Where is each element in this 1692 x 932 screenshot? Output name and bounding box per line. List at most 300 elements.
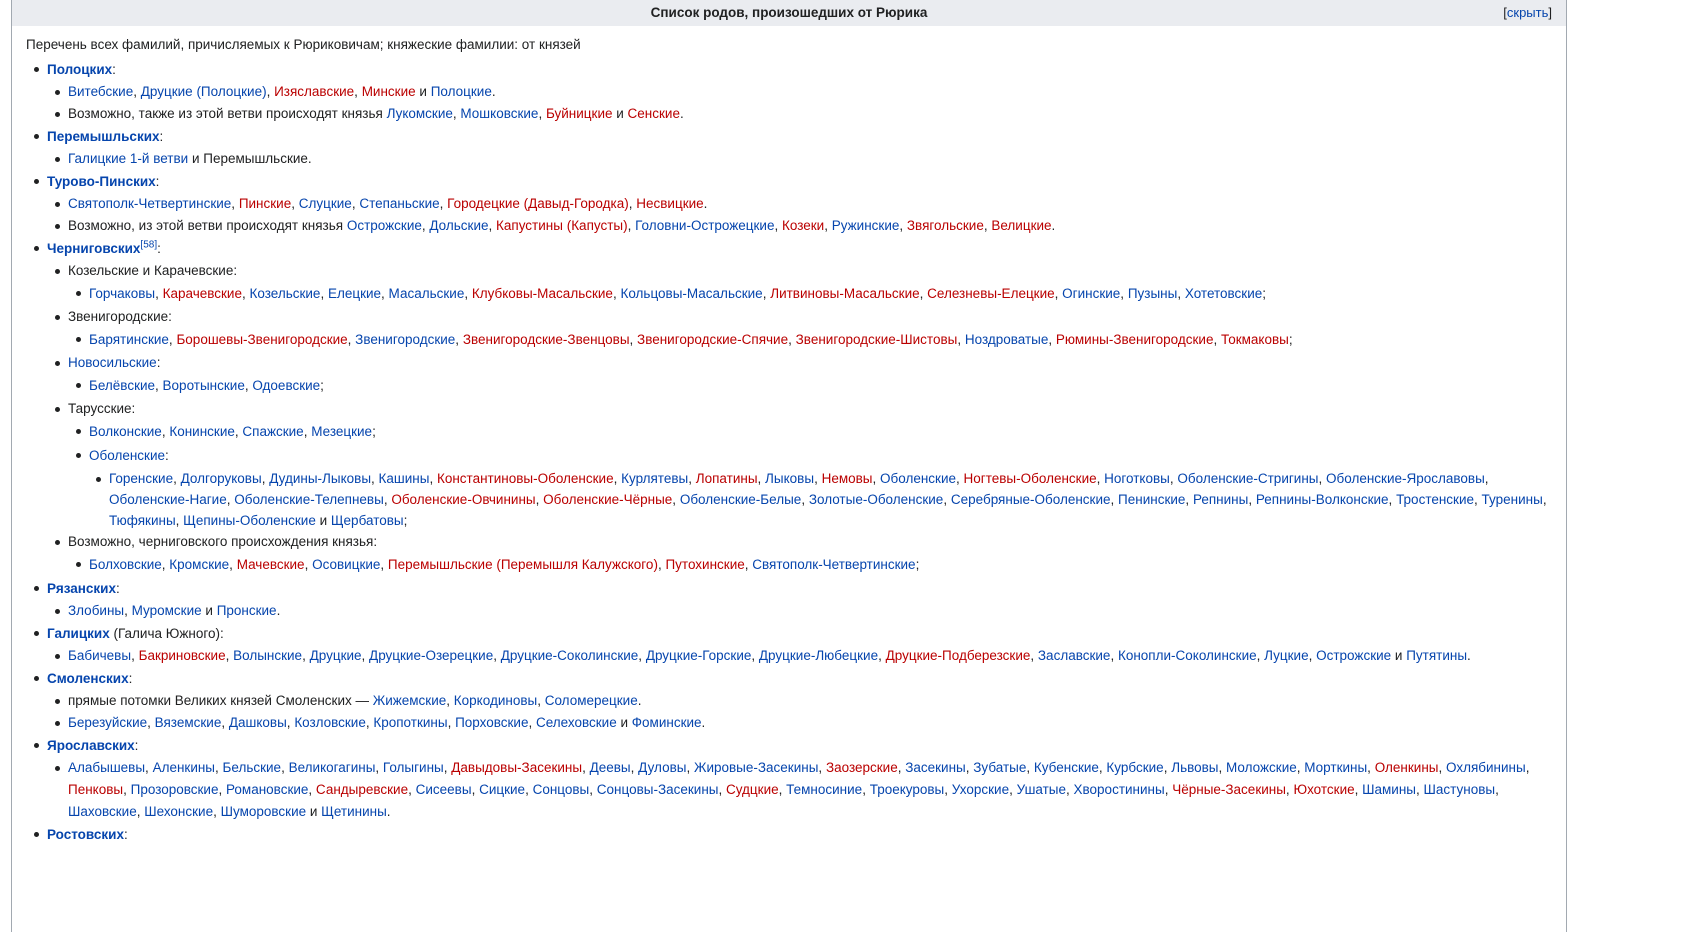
list-text: , [613, 471, 622, 486]
list-text: , [131, 648, 139, 663]
family-link[interactable]: Дашковы [228, 715, 287, 730]
list-text: , [1388, 492, 1397, 507]
family-link[interactable]: Жировые-Засекины [693, 760, 819, 775]
list-text: , [155, 378, 163, 393]
family-link[interactable]: Мошковские [460, 106, 539, 121]
family-link[interactable]: Хотетовские [1184, 286, 1263, 301]
family-link[interactable]: Туренины [1481, 492, 1543, 507]
red-link[interactable]: Звенигородские-Спячие [637, 332, 789, 347]
list-text: , [638, 648, 646, 663]
list-text: , [751, 648, 759, 663]
sublist [47, 690, 1566, 734]
list-text: , [778, 782, 787, 797]
family-link[interactable]: Прозоровские [130, 782, 219, 797]
branch-tail: : [134, 738, 139, 753]
list-text: , [589, 782, 597, 797]
red-link[interactable]: Перемышльские (Перемышля Калужского) [387, 557, 658, 572]
list-text: , [421, 218, 430, 233]
list-text: и [315, 513, 331, 528]
red-link[interactable]: Клубковы-Масальские [471, 286, 613, 301]
list-text: , [286, 715, 295, 730]
red-link[interactable]: Друцкие-Подберезские [885, 648, 1031, 663]
navbox-header [12, 0, 1566, 26]
family-link[interactable]: Друцкие-Любецкие [758, 648, 879, 663]
family-link[interactable]: Оболенские [89, 448, 165, 463]
branch-item [47, 667, 1566, 734]
family-link[interactable]: Друцкие-Горские [645, 648, 752, 663]
red-link[interactable]: Судцкие [726, 782, 779, 797]
list-text: , [291, 196, 299, 211]
list-text: , [308, 782, 316, 797]
list-text: , [266, 84, 275, 99]
family-link[interactable]: Путятины [1406, 648, 1468, 663]
family-link[interactable]: Ушатые [1016, 782, 1066, 797]
family-link[interactable]: Кубенские [1033, 760, 1099, 775]
family-link[interactable]: Сонцовы-Засекины [596, 782, 719, 797]
family-link[interactable]: Конопли-Соколинские [1117, 648, 1257, 663]
list-text: , [354, 84, 362, 99]
red-link[interactable]: Юхотские [1293, 782, 1355, 797]
family-link[interactable]: Березуйские [68, 715, 148, 730]
family-link[interactable]: Щетинины [321, 804, 387, 819]
family-link[interactable]: Болховские [89, 557, 162, 572]
branch-link[interactable]: Галицких [47, 626, 110, 641]
red-link[interactable]: Капустины (Капусты) [496, 218, 628, 233]
list-text: , [538, 106, 546, 121]
list-text: , [1318, 471, 1326, 486]
list-text: , [944, 782, 952, 797]
family-link[interactable]: Злобины [68, 603, 125, 618]
branch-link[interactable]: Ярославских [47, 738, 135, 753]
branch-link[interactable]: Полоцких [47, 62, 113, 77]
sublist [47, 148, 1566, 170]
family-link[interactable]: Козловские [294, 715, 366, 730]
family-link[interactable]: Друцкие [309, 648, 362, 663]
family-link[interactable]: Жижемские [372, 693, 447, 708]
family-link[interactable]: Кольцовы-Масальские [620, 286, 763, 301]
list-text: , [688, 471, 696, 486]
family-link[interactable]: Коркодиновы [453, 693, 538, 708]
sublist [68, 282, 1566, 306]
family-link[interactable]: Бельские [222, 760, 282, 775]
family-link[interactable]: Троекуровы [869, 782, 945, 797]
branch-link[interactable]: Перемышльских [47, 129, 160, 144]
list-item [68, 690, 1566, 712]
branch-link[interactable]: Черниговских [47, 241, 141, 256]
family-link[interactable]: Голыгины [382, 760, 444, 775]
family-link[interactable]: Ноготковы [1104, 471, 1170, 486]
family-link[interactable]: Святополк-Четвертинские [68, 196, 232, 211]
list-text: , [919, 286, 928, 301]
list-item [68, 600, 1566, 622]
branch-link[interactable]: Ростовских [47, 827, 124, 842]
family-link[interactable]: Романовские [226, 782, 309, 797]
red-link[interactable]: Токмаковы [1221, 332, 1289, 347]
list-text: ; [320, 378, 324, 393]
list-text: , [788, 332, 796, 347]
red-link[interactable]: Давыдовы-Засекины [451, 760, 583, 775]
family-link[interactable]: Сисеевы [415, 782, 472, 797]
navbox-title: Список родов, произошедших от Рюрика [650, 5, 928, 20]
list-text: , [774, 218, 782, 233]
family-link[interactable]: Засекины [905, 760, 966, 775]
red-link[interactable]: Звенигородские-Звенцовы [462, 332, 630, 347]
red-link[interactable]: Несвицкие [636, 196, 704, 211]
list-text: , [1163, 760, 1172, 775]
list-text: , [261, 471, 270, 486]
list-text: , [1110, 648, 1118, 663]
sublist [68, 328, 1566, 352]
list-text: , [446, 693, 454, 708]
list-text: , [464, 286, 472, 301]
family-link[interactable]: Курбские [1106, 760, 1164, 775]
family-link[interactable]: Елецкие [327, 286, 382, 301]
list-text: , [1110, 492, 1119, 507]
list-text: ; [372, 424, 376, 439]
family-link[interactable]: Охлябинины [1446, 760, 1526, 775]
list-text: , [1066, 782, 1074, 797]
red-link[interactable]: Лопатины [695, 471, 758, 486]
list-text: : [156, 355, 161, 370]
list-item [68, 306, 1566, 352]
list-text: и Перемышльские. [188, 151, 312, 166]
navbox [11, 0, 1567, 932]
family-link[interactable]: Лукомские [386, 106, 453, 121]
family-link[interactable]: Ухорские [951, 782, 1010, 797]
family-link[interactable]: Витебские [68, 84, 134, 99]
family-link[interactable]: Новосильские [68, 355, 157, 370]
list-text: Возможно, из этой ветви происходят князья [68, 218, 347, 233]
red-link[interactable]: Селезневы-Елецкие [927, 286, 1055, 301]
family-link[interactable]: Острожские [346, 218, 422, 233]
list-text: , [757, 471, 766, 486]
family-link[interactable]: Пузыны [1127, 286, 1178, 301]
list-text: , [824, 218, 832, 233]
red-link[interactable]: Константиновы-Оболенские [436, 471, 614, 486]
branch-item [47, 58, 1566, 125]
red-link[interactable]: Мачевские [236, 557, 305, 572]
family-link[interactable]: Мезецкие [311, 424, 373, 439]
list-text: , [371, 471, 379, 486]
list-text: , [1296, 760, 1305, 775]
list-text: и [612, 106, 628, 121]
family-link[interactable]: Оболенские-Нагие [109, 492, 227, 507]
list-item [68, 757, 1566, 823]
red-link[interactable]: Оболенские-Чёрные [543, 492, 673, 507]
red-link[interactable]: Чёрные-Засекины [1172, 782, 1286, 797]
list-text: , [429, 471, 437, 486]
red-link[interactable]: Звягольские [906, 218, 984, 233]
red-link[interactable]: Буйницкие [545, 106, 613, 121]
family-link[interactable]: Горчаковы [89, 286, 156, 301]
red-link[interactable]: Путохинские [665, 557, 745, 572]
list-text: , [956, 471, 964, 486]
red-link[interactable]: Городецкие (Давыд-Городка) [447, 196, 629, 211]
family-link[interactable]: Алабышевы [68, 760, 146, 775]
list-text: , [1120, 286, 1128, 301]
red-link[interactable]: Козеки [782, 218, 825, 233]
list-text: , [1048, 332, 1056, 347]
family-link[interactable]: Заславские [1037, 648, 1111, 663]
family-link[interactable]: Кропоткины [373, 715, 448, 730]
sublist [89, 468, 1566, 531]
list-text: Возможно, также из этой ветви происходят князья [68, 106, 387, 121]
list-text: , [718, 782, 726, 797]
list-text: , [452, 106, 461, 121]
list-text: , [628, 196, 637, 211]
family-link[interactable]: Селеховские [536, 715, 617, 730]
list-text: , [528, 715, 536, 730]
family-link[interactable]: Масальские [388, 286, 465, 301]
list-text: , [455, 332, 463, 347]
family-link[interactable]: Оболенские-Телепневы [234, 492, 384, 507]
family-link[interactable]: Конинские [169, 424, 235, 439]
family-link[interactable]: Осовицкие [312, 557, 381, 572]
list-text: и [306, 804, 322, 819]
list-text: , [1474, 492, 1482, 507]
family-link[interactable]: Сонцовы [532, 782, 590, 797]
branch-item [47, 577, 1566, 622]
family-link[interactable]: Тюфякины [109, 513, 176, 528]
family-link[interactable]: Друцкие-Соколинские [500, 648, 639, 663]
red-link[interactable]: Борошевы-Звенигородские [176, 332, 348, 347]
list-text: , [383, 492, 392, 507]
family-link[interactable]: Тростенские [1396, 492, 1475, 507]
list-text: , [957, 332, 965, 347]
family-link[interactable]: Барятинские [89, 332, 169, 347]
branch-link[interactable]: Турово-Пинских [47, 174, 156, 189]
family-link[interactable]: Щербатовы [330, 513, 404, 528]
list-item [89, 444, 1566, 531]
family-link[interactable]: Оболенские-Стригины [1177, 471, 1319, 486]
list-item [89, 374, 1566, 398]
family-link[interactable]: Серебряные-Оболенские [950, 492, 1111, 507]
family-link[interactable]: Морткины [1304, 760, 1368, 775]
family-link[interactable]: Аленкины [152, 760, 216, 775]
list-text: , [244, 378, 253, 393]
branch-link[interactable]: Рязанских [47, 581, 116, 596]
list-text: , [221, 715, 229, 730]
family-link[interactable]: Львовы [1171, 760, 1219, 775]
list-item [68, 193, 1566, 215]
list-text: прямые потомки Великих князей Смоленских — [68, 693, 373, 708]
list-text: , [380, 557, 388, 572]
list-text: . [491, 84, 496, 99]
family-link[interactable]: Дудины-Лыковы [269, 471, 372, 486]
red-link[interactable]: Бакриновские [138, 648, 226, 663]
family-link[interactable]: Козельские [249, 286, 321, 301]
family-link[interactable]: Оболенские-Ярославовы [1326, 471, 1485, 486]
family-link[interactable]: Друцкие-Озерецкие [369, 648, 494, 663]
family-link[interactable]: Ружинские [831, 218, 900, 233]
family-link[interactable]: Шастуновы [1423, 782, 1496, 797]
list-text: , [762, 286, 771, 301]
list-text: . [1051, 218, 1056, 233]
branch-tail: : [155, 174, 160, 189]
red-link[interactable]: Оленкины [1374, 760, 1439, 775]
family-link[interactable]: Галицкие 1-й ветви [68, 151, 189, 166]
red-link[interactable]: Пенковы [68, 782, 124, 797]
family-link[interactable]: Пронские [216, 603, 277, 618]
list-text: , [1308, 648, 1317, 663]
list-text: , [1177, 286, 1185, 301]
family-link[interactable]: Кашины [378, 471, 430, 486]
list-text: , [627, 218, 636, 233]
family-link[interactable]: Острожские [1316, 648, 1392, 663]
list-text: , [168, 332, 177, 347]
family-link[interactable]: Соломерецкие [544, 693, 638, 708]
list-text: , [136, 804, 145, 819]
branch-tail: : [128, 671, 133, 686]
list-text: , [862, 782, 870, 797]
red-link[interactable]: Литвиновы-Масальские [770, 286, 920, 301]
family-link[interactable]: Сицкие [479, 782, 526, 797]
list-text: , [744, 557, 753, 572]
list-text: . [679, 106, 684, 121]
family-link[interactable]: Шаховские [68, 804, 137, 819]
collapse-link[interactable]: скрыть [1506, 5, 1549, 20]
list-text: . [386, 804, 391, 819]
list-text: , [1256, 648, 1265, 663]
family-link[interactable]: Репнины [1192, 492, 1249, 507]
family-link[interactable]: Моложские [1226, 760, 1297, 775]
family-link[interactable]: Муромские [131, 603, 202, 618]
family-link[interactable]: Друцкие (Полоцкие) [140, 84, 267, 99]
branch-tail: : [157, 241, 161, 256]
family-link[interactable]: Святополк-Четвертинские [752, 557, 916, 572]
sublist [68, 420, 1566, 531]
family-link[interactable]: Шуморовские [220, 804, 307, 819]
family-link[interactable]: Великогагины [288, 760, 376, 775]
sublist [47, 600, 1566, 622]
red-link[interactable]: Карачевские [162, 286, 242, 301]
list-text: , [175, 513, 184, 528]
family-link[interactable]: Зубатые [973, 760, 1027, 775]
family-link[interactable]: Степаньские [359, 196, 440, 211]
family-link[interactable]: Полоцкие [430, 84, 492, 99]
red-link[interactable]: Немовы [821, 471, 873, 486]
family-link[interactable]: Слуцкие [298, 196, 352, 211]
list-text: , [965, 760, 974, 775]
family-link[interactable]: Спажские [242, 424, 304, 439]
family-link[interactable]: Луцкие [1264, 648, 1309, 663]
family-link[interactable]: Фоминские [631, 715, 702, 730]
list-text: , [612, 286, 621, 301]
family-link[interactable]: Шехонские [144, 804, 214, 819]
red-link[interactable]: Заозерские [825, 760, 898, 775]
sublist [47, 81, 1566, 125]
red-link[interactable]: Оболенские-Овчинины [391, 492, 536, 507]
branch-tail: : [123, 827, 128, 842]
branch-item [47, 125, 1566, 170]
red-link[interactable]: Ногтевы-Оболенские [963, 471, 1097, 486]
family-link[interactable]: Ноздроватые [964, 332, 1049, 347]
family-link[interactable]: Щепины-Оболенские [183, 513, 316, 528]
red-link[interactable]: Минские [361, 84, 416, 99]
family-link[interactable]: Порховские [455, 715, 529, 730]
list-text: ; [1262, 286, 1267, 301]
list-text: , [1525, 760, 1530, 775]
list-text: , [686, 760, 694, 775]
list-text: , [672, 492, 680, 507]
red-link[interactable]: Звенигородские-Шистовы [795, 332, 958, 347]
family-link[interactable]: Огинские [1062, 286, 1121, 301]
list-text: , [1542, 492, 1547, 507]
list-text: , [801, 492, 809, 507]
list-text: и [201, 603, 217, 618]
list-text: , [535, 492, 544, 507]
family-link[interactable]: Дольские [429, 218, 489, 233]
red-link[interactable]: Велицкие [991, 218, 1052, 233]
list-text: , [155, 286, 163, 301]
family-link[interactable]: Золотые-Оболенские [808, 492, 944, 507]
family-link[interactable]: Волконские [89, 424, 162, 439]
red-link[interactable]: Изяславские [274, 84, 355, 99]
family-link[interactable]: Воротынские [162, 378, 245, 393]
red-link[interactable]: Рюмины-Звенигородские [1055, 332, 1214, 347]
list-text: , [525, 782, 533, 797]
list-item [89, 420, 1566, 444]
list-text: и [1391, 648, 1407, 663]
family-link[interactable]: Курлятевы [621, 471, 689, 486]
list-text: , [657, 557, 666, 572]
list-text: , [133, 84, 141, 99]
family-link[interactable]: Горенские [109, 471, 174, 486]
list-text: , [124, 603, 132, 618]
family-link[interactable]: Репнины-Волконские [1255, 492, 1389, 507]
list-text: , [213, 804, 221, 819]
list-text: и [616, 715, 632, 730]
list-text: , [1213, 332, 1221, 347]
family-link[interactable]: Хворостинины [1073, 782, 1165, 797]
family-link[interactable]: Пенинские [1118, 492, 1186, 507]
family-link[interactable]: Головни-Острожецкие [635, 218, 775, 233]
list-item [68, 712, 1566, 734]
family-link[interactable]: Темносиние [786, 782, 863, 797]
list-text: , [303, 424, 312, 439]
family-link[interactable]: Оболенские-Белые [679, 492, 802, 507]
list-text: ; [915, 557, 920, 572]
reference-link[interactable]: [58] [140, 239, 158, 251]
collapse-toggle[interactable]: [скрыть] [1503, 5, 1552, 20]
list-text: . [276, 603, 281, 618]
red-link[interactable]: Сенские [627, 106, 680, 121]
family-link[interactable]: Лыковы [765, 471, 815, 486]
red-link[interactable]: Сандыревские [315, 782, 409, 797]
family-link[interactable]: Бабичевы [68, 648, 132, 663]
list-text: , [229, 557, 237, 572]
red-link[interactable]: Пинские [238, 196, 292, 211]
list-text: , [1098, 760, 1107, 775]
family-link[interactable]: Одоевские [252, 378, 321, 393]
list-text: , [629, 332, 638, 347]
family-link[interactable]: Волынские [233, 648, 303, 663]
family-link[interactable]: Оболенские [880, 471, 957, 486]
family-link[interactable]: Деевы [589, 760, 631, 775]
list-text: . [703, 196, 708, 211]
family-link[interactable]: Шамины [1362, 782, 1417, 797]
family-link[interactable]: Долгоруковы [180, 471, 262, 486]
list-text: , [241, 286, 250, 301]
branch-link[interactable]: Смоленских [47, 671, 129, 686]
list-text: , [1484, 471, 1489, 486]
family-link[interactable]: Дуловы [638, 760, 687, 775]
list-text: , [351, 196, 360, 211]
family-link[interactable]: Вяземские [154, 715, 222, 730]
family-link[interactable]: Белёвские [89, 378, 156, 393]
family-link[interactable]: Кромские [169, 557, 230, 572]
family-link[interactable]: Звенигородские [355, 332, 456, 347]
